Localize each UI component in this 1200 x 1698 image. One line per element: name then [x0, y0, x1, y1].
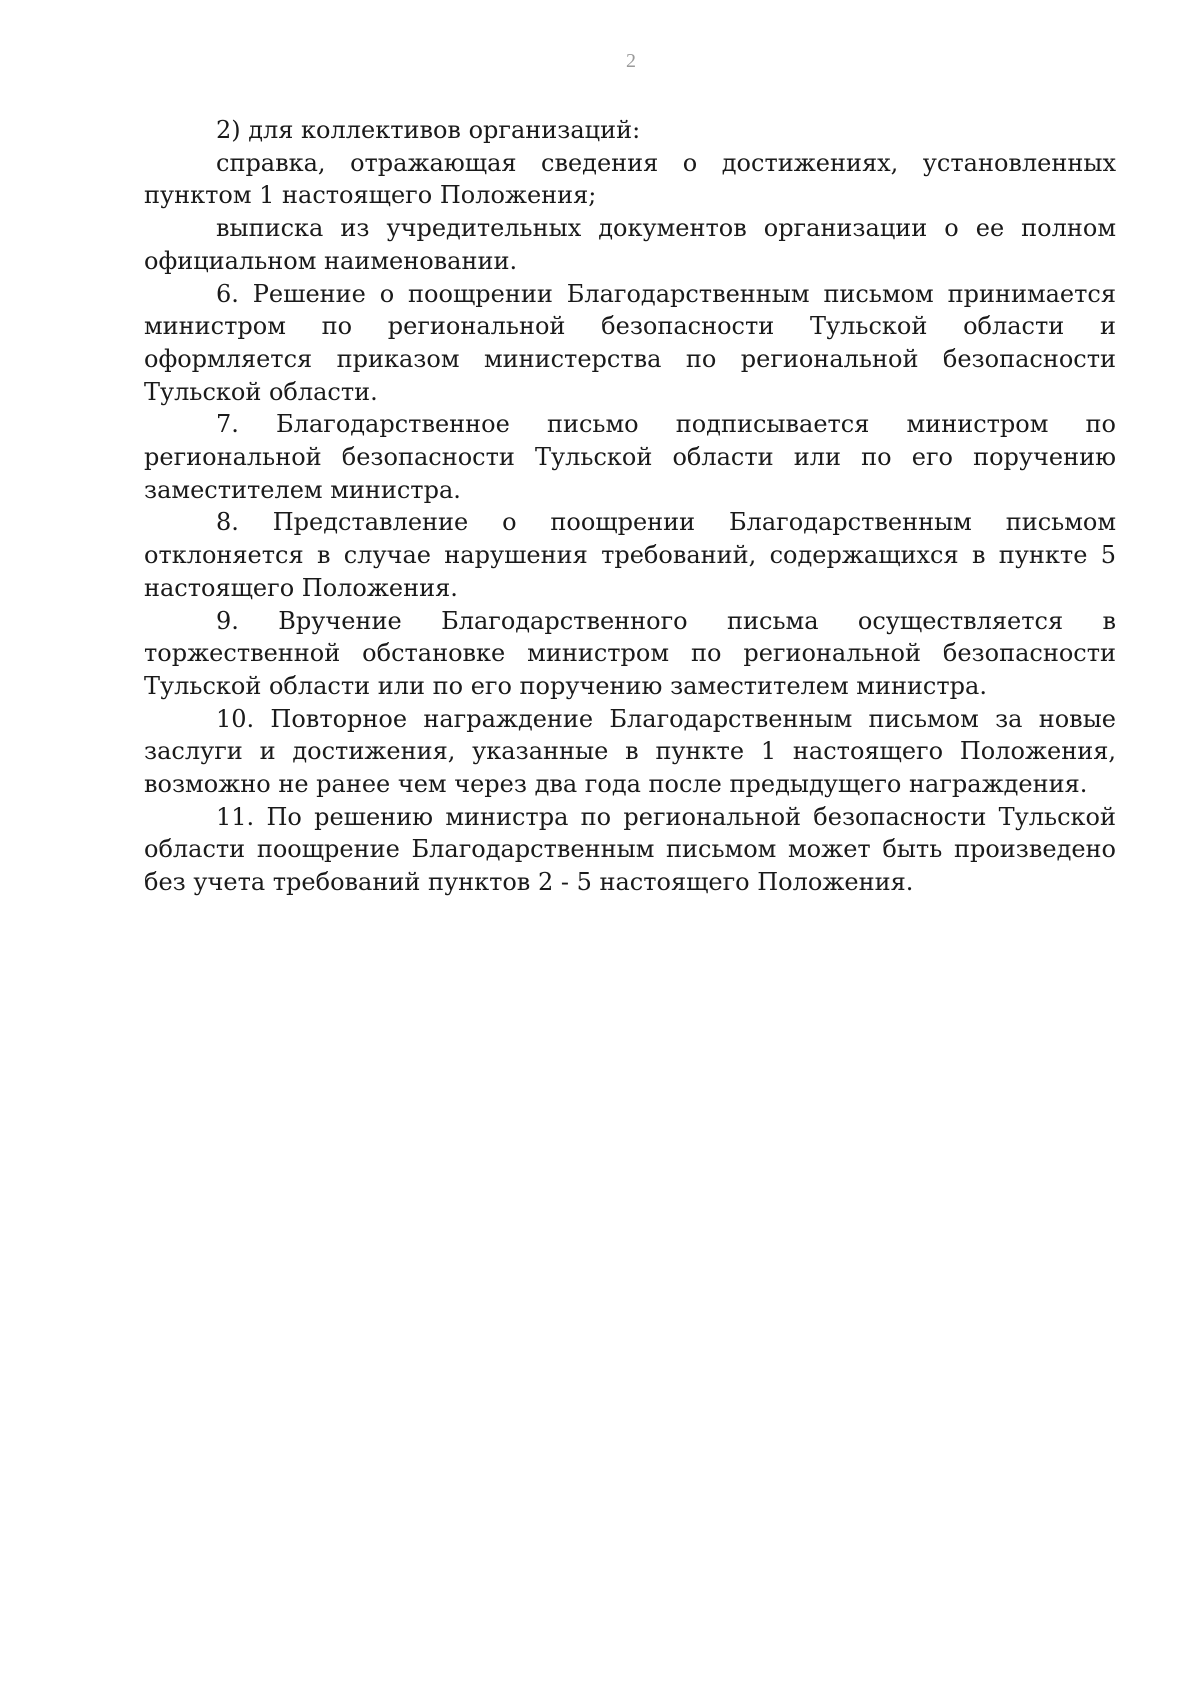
paragraph-founding-documents-extract: выписка из учредительных документов организации о ее полном официальном наименовании.: [144, 214, 1116, 275]
paragraph-item-11: 11. По решению министра по региональной безопасности Тульской области поощрение Благодарственным письмом может быть произведено без учета требований пунктов 2 - 5 настоящего Положения.: [144, 802, 1116, 897]
paragraph-item-6: 6. Решение о поощрении Благодарственным письмом принимается министром по региональной безопасности Тульской области и оформляется приказом министерства по региональной безопасности Тульской области.: [144, 279, 1116, 406]
paragraph-item-10: 10. Повторное награждение Благодарственным письмом за новые заслуги и достижения, указанные в пункте 1 настоящего Положения, возможно не ранее чем через два года после предыдущего награждения.: [144, 704, 1116, 799]
document-body: [144, 114, 1116, 899]
paragraph-collectives-heading: 2) для коллективов организаций:: [216, 116, 641, 144]
paragraph-achievements-reference: справка, отражающая сведения о достижениях, установленных пунктом 1 настоящего Положения;: [144, 148, 1116, 210]
paragraph-item-7: 7. Благодарственное письмо подписывается министром по региональной безопасности Тульской области или по его поручению заместителем министра.: [144, 410, 1116, 504]
paragraph-item-9: 9. Вручение Благодарственного письма осуществляется в торжественной обстановке министром по региональной безопасности Тульской области или по его поручению заместителем министра.: [144, 606, 1116, 700]
paragraph-item-8: 8. Представление о поощрении Благодарственным письмом отклоняется в случае нарушения требований, содержащихся в пункте 5 настоящего Положения.: [144, 508, 1116, 602]
page-number: 2: [626, 50, 636, 72]
